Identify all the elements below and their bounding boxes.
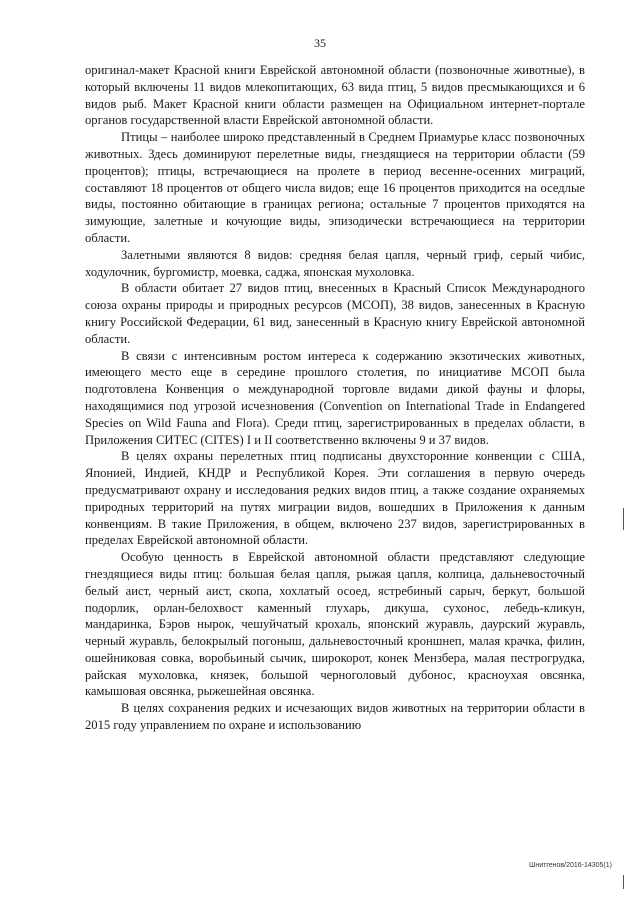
scan-margin-mark: [623, 875, 624, 889]
body-text: [85, 62, 585, 734]
paragraph-conservation-2015: В целях сохранения редких и исчезающих видов животных на территории области в 2015 году управлением по охране и использованию: [85, 701, 585, 733]
paragraph-vagrant-species: Залетными являются 8 видов: средняя белая цапля, черный гриф, серый чибис, ходулочник, бургомистр, моевка, саджа, японская мухоловка.: [85, 247, 585, 279]
paragraph-red-lists: В области обитает 27 видов птиц, внесенных в Красный Список Международного союза охраны природы и природных ресурсов (МСОП), 38 видов, занесенных в Красную книгу Российской Федерации, 61 вид, занесенный в Красную книгу Еврейской автономной области.: [85, 281, 585, 346]
scan-margin-mark: [623, 508, 624, 530]
paragraph-birds-overview: Птицы – наиболее широко представленный в Среднем Приамурье класс позвоночных животных. Здесь доминируют перелетные виды, гнездящиеся на территории области (59 процентов); птицы, встречающиеся на пролете в период весенне-осенних миграций, составляют 18 процентов от общего числа видов; еще 16 процентов приходится на оседлые виды, постоянно обитающие в границах региона; остальные 7 процентов приходятся на зимующие, залетные и кочующие виды, эпизодически встречающиеся на территории области.: [85, 130, 585, 245]
page-number: 35: [314, 36, 326, 50]
footer-document-code: Шнитгенов/2016-14305(1): [528, 862, 612, 869]
paragraph-bilateral-conventions: В целях охраны перелетных птиц подписаны двухсторонние конвенции с США, Японией, Индией, КНДР и Республикой Корея. Эти соглашения в первую очередь предусматривают охрану и исследования редких видов птиц, а также создание охраняемых природных территорий на путях миграции видов, вошедших в Приложения к данным конвенциям. В такие Приложения, в общем, включено 237 видов, зарегистрированных в пределах Еврейской автономной области.: [85, 449, 585, 548]
paragraph-valuable-species: Особую ценность в Еврейской автономной области представляют следующие гнездящиеся виды птиц: большая белая цапля, рыжая цапля, колпица, дальневосточный белый аист, черный аист, скопа, хохлатый осоед, ястребиный сарыч, беркут, большой подорлик, орлан-белохвост каменный глухарь, дикуша, сухонос, лебедь-кликун, мандаринка, Бэров нырок, чешуйчатый крохаль, японский журавль, даурский журавль, черный журавль, белокрылый погоныш, дальневосточный кроншнеп, малая крачка, филин, ошейниковая совка, воробьиный сычик, широкорот, конек Мензбера, малая пестрогрудка, райская мухоловка, князек, большой черноголовый дубонос, красноухая овсянка, камышовая овсянка, рыжешейная овсянка.: [85, 550, 585, 699]
paragraph-cites: В связи с интенсивным ростом интереса к содержанию экзотических животных, имеющего место еще в середине прошлого столетия, по инициативе МСОП была подготовлена Конвенция о международной торговле видами дикой фауны и флоры, находящимися под угрозой исчезновения (Convention on International Trade in Endangered Species on Wild Fauna and Flora). Среди птиц, зарегистрированных в пределах области, в Приложения СИТЕС (CITES) I и II соответственно включены 9 и 37 видов.: [85, 348, 585, 447]
paragraph-red-book-layout: оригинал-макет Красной книги Еврейской автономной области (позвоночные животные), в который включены 11 видов млекопитающих, 63 вида птиц, 5 видов пресмыкающихся и 6 видов рыб. Макет Красной книги области размещен на Официальном интернет-портале органов государственной власти Еврейской автономной области.: [85, 63, 585, 128]
